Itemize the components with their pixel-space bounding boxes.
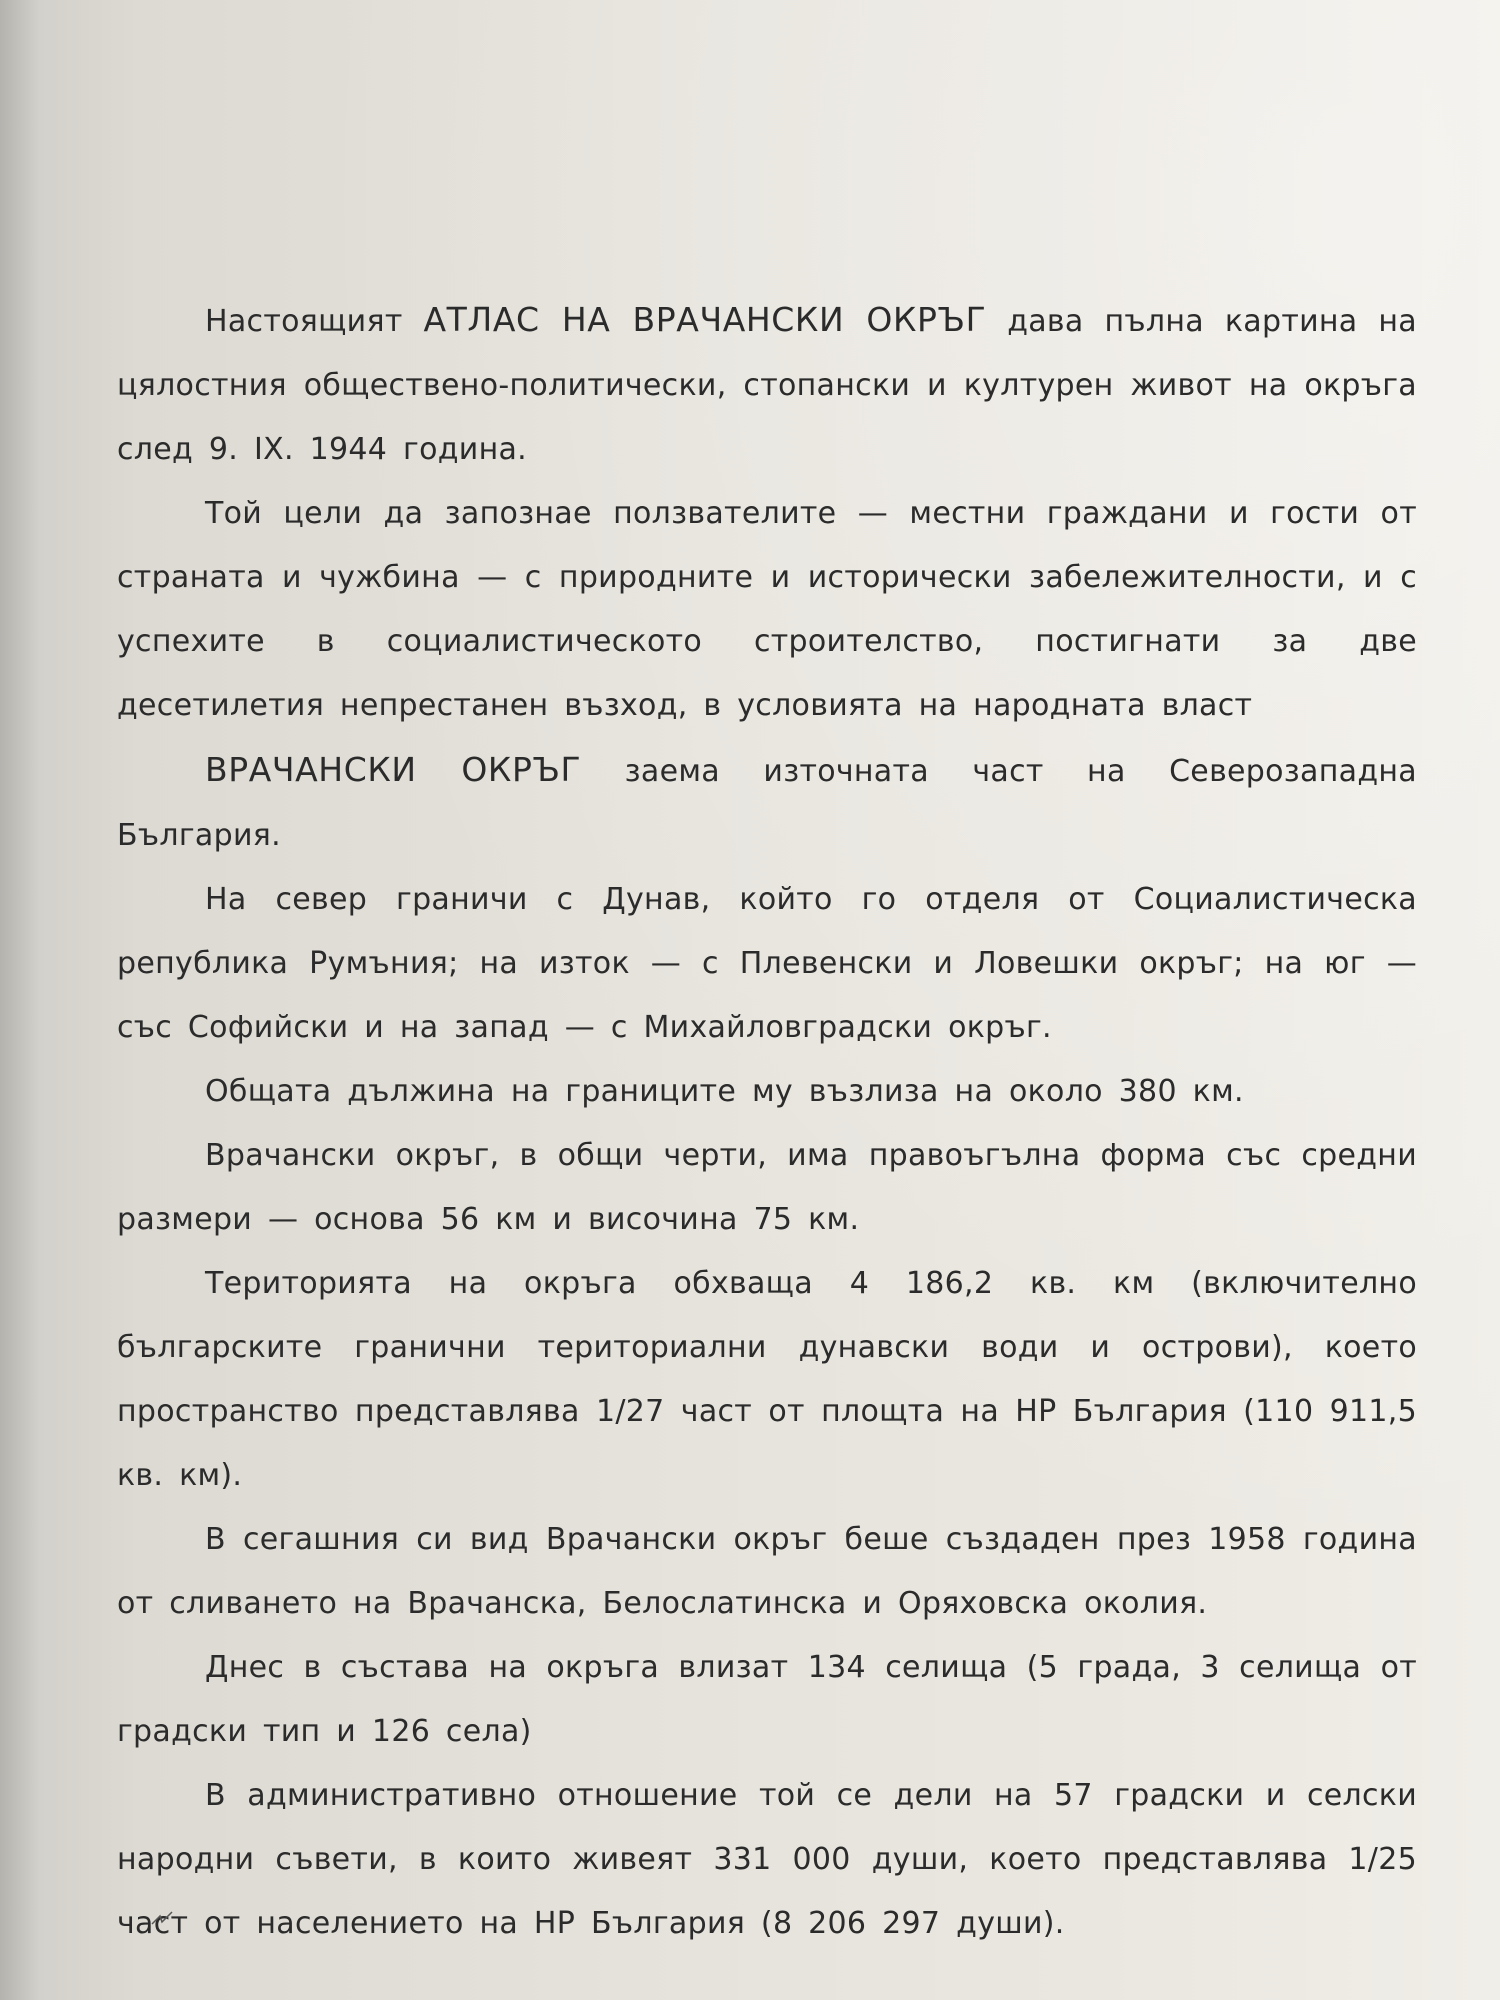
paragraph-borders: На север граничи с Дунав, който го отделя от Социалистическа република Румъния; на изток — с Плевенски и Ловешки окръг; на юг — със Софийски и на запад — с Михайловградски окръг.: [117, 882, 1417, 1045]
paragraph-shape: Врачански окръг, в общи черти, има правоъгълна форма със средни размери — основа 56 км и височина 75 км.: [117, 1138, 1417, 1237]
intro-lead: Настоящият: [205, 304, 403, 339]
location-rest: заема източната част на Северозападна България.: [117, 754, 1417, 853]
paragraph-intro: [117, 288, 1417, 482]
intro-rest: дава пълна картина на цялостния обществено-политически, стопански и културен живот на окръга след 9. IX. 1944 година.: [117, 304, 1417, 467]
paragraph-territory: Територията на окръга обхваща 4 186,2 кв. км (включително българските гранични териториални дунавски води и острови), което пространство представлява 1/27 част от площта на НР България (110 911,5 кв. км).: [117, 1266, 1417, 1493]
atlas-title: АТЛАС НА ВРАЧАНСКИ ОКРЪГ: [423, 300, 987, 339]
pencil-mark: [150, 1908, 180, 1928]
district-name: ВРАЧАНСКИ ОКРЪГ: [205, 750, 582, 789]
binding-shadow: [0, 0, 40, 2000]
paragraph-location: [117, 738, 1417, 868]
paragraph-administration: В административно отношение той се дели на 57 градски и селски народни съвети, в които живеят 331 000 души, което представлява 1/25 част от населението на НР България (8 206 297 души).: [117, 1778, 1417, 1941]
paragraph-border-length: Общата дължина на границите му възлиза на около 380 км.: [205, 1074, 1244, 1109]
paragraph-history: В сегашния си вид Врачански окръг беше създаден през 1958 година от сливането на Врачанска, Белослатинска и Оряховска околия.: [117, 1522, 1417, 1621]
paragraph-settlements: Днес в състава на окръга влизат 134 селища (5 града, 3 селища от градски тип и 126 села): [117, 1650, 1417, 1749]
body-text: [117, 288, 1417, 1956]
paragraph-purpose: Той цели да запознае ползвателите — местни граждани и гости от страната и чужбина — с природните и исторически забележителности, и с успехите в социалистическото строителство, постигнати за две десетилетия непрестанен възход, в условията на народната власт: [117, 496, 1417, 723]
